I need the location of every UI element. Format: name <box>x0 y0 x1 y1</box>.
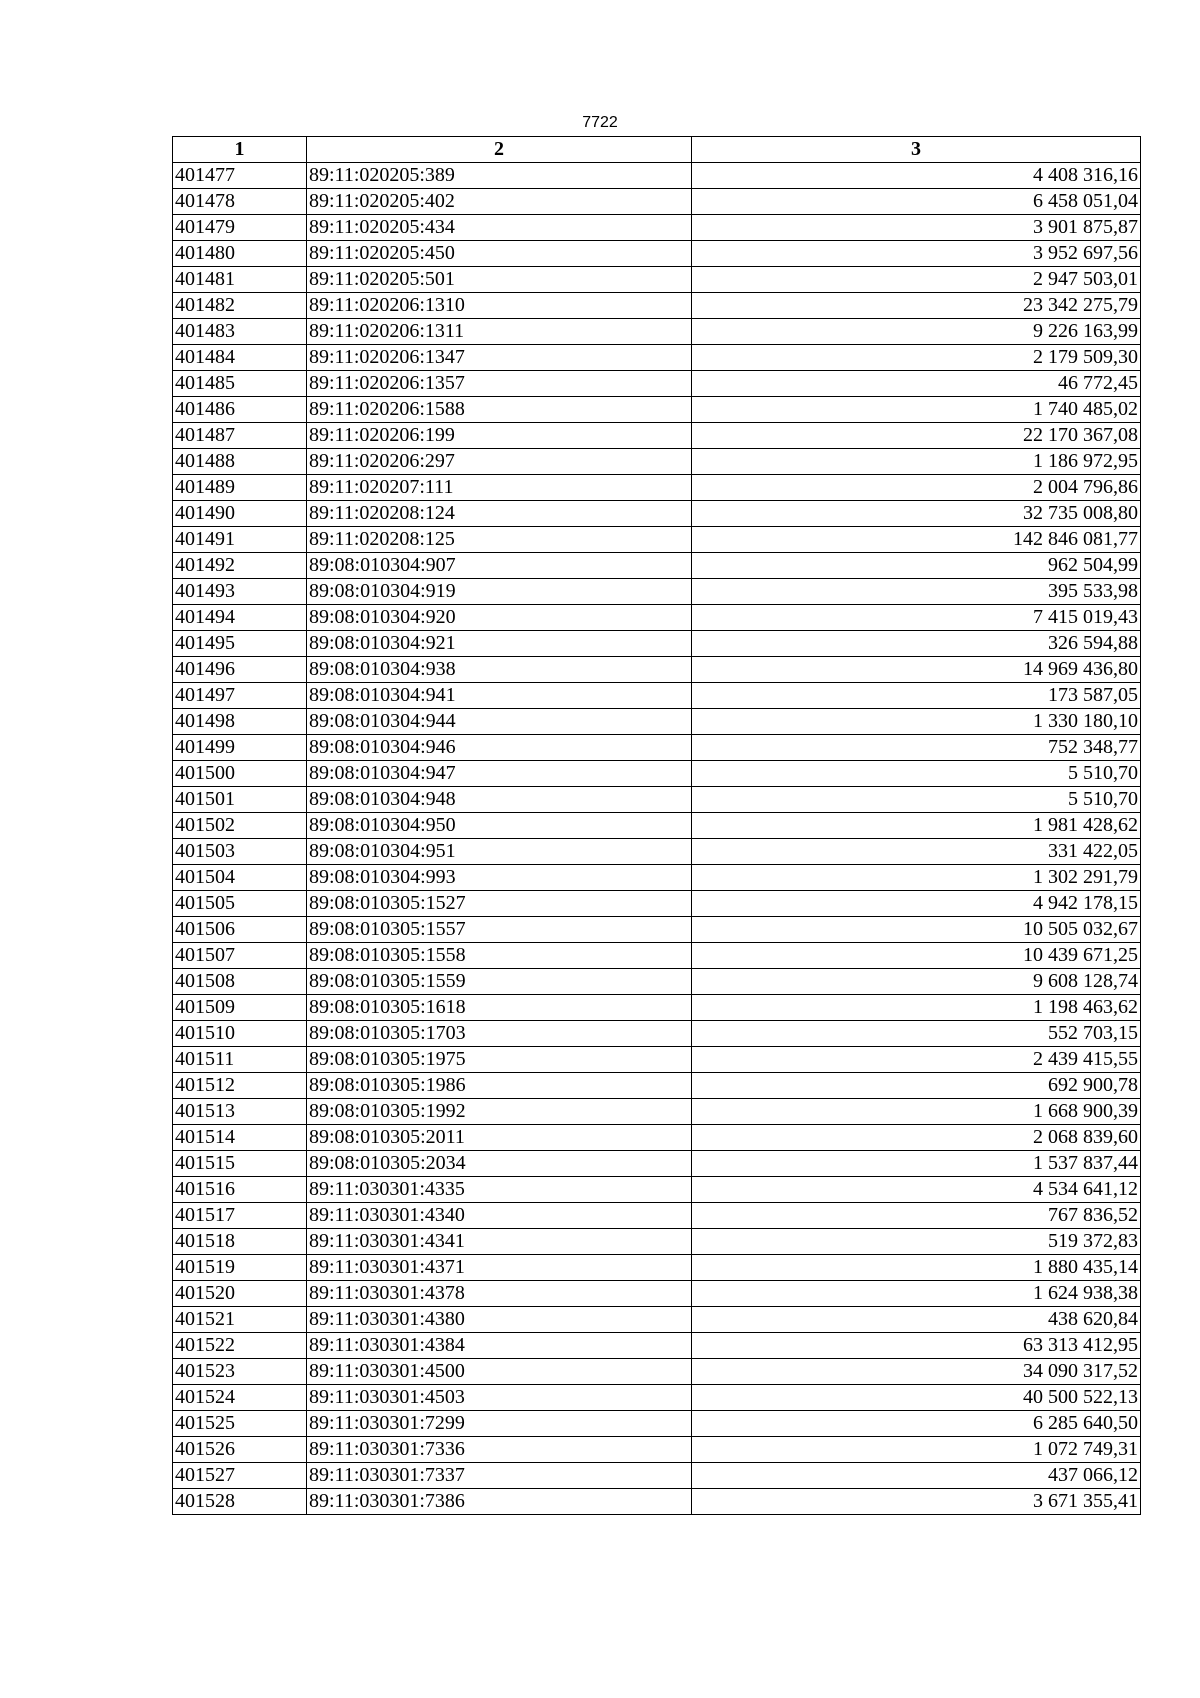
value-cell: 552 703,15 <box>692 1021 1141 1047</box>
value-cell: 1 072 749,31 <box>692 1437 1141 1463</box>
table-row <box>173 787 1141 813</box>
column-header-2: 2 <box>307 137 692 163</box>
cadastral-number-cell: 89:11:020208:125 <box>307 527 692 553</box>
cadastral-number-cell: 89:11:020206:1357 <box>307 371 692 397</box>
row-number-cell: 401504 <box>173 865 307 891</box>
cadastral-number-cell: 89:08:010304:938 <box>307 657 692 683</box>
row-number-cell: 401521 <box>173 1307 307 1333</box>
row-number-cell: 401509 <box>173 995 307 1021</box>
cadastral-number-cell: 89:11:030301:7337 <box>307 1463 692 1489</box>
table-row <box>173 631 1141 657</box>
table-row <box>173 345 1141 371</box>
row-number-cell: 401503 <box>173 839 307 865</box>
table-row <box>173 397 1141 423</box>
row-number-cell: 401522 <box>173 1333 307 1359</box>
value-cell: 767 836,52 <box>692 1203 1141 1229</box>
table-row <box>173 501 1141 527</box>
table-row <box>173 605 1141 631</box>
table-row <box>173 917 1141 943</box>
cadastral-number-cell: 89:08:010305:2034 <box>307 1151 692 1177</box>
value-cell: 63 313 412,95 <box>692 1333 1141 1359</box>
table-row <box>173 319 1141 345</box>
cadastral-number-cell: 89:11:030301:4340 <box>307 1203 692 1229</box>
table-row <box>173 1255 1141 1281</box>
table-row <box>173 1021 1141 1047</box>
row-number-cell: 401493 <box>173 579 307 605</box>
table-row <box>173 527 1141 553</box>
table-row <box>173 1437 1141 1463</box>
value-cell: 692 900,78 <box>692 1073 1141 1099</box>
value-cell: 2 439 415,55 <box>692 1047 1141 1073</box>
row-number-cell: 401525 <box>173 1411 307 1437</box>
table-row <box>173 1125 1141 1151</box>
table-row <box>173 891 1141 917</box>
row-number-cell: 401527 <box>173 1463 307 1489</box>
value-cell: 34 090 317,52 <box>692 1359 1141 1385</box>
table-row <box>173 1203 1141 1229</box>
value-cell: 326 594,88 <box>692 631 1141 657</box>
cadastral-number-cell: 89:08:010305:1703 <box>307 1021 692 1047</box>
table-row <box>173 709 1141 735</box>
value-cell: 46 772,45 <box>692 371 1141 397</box>
row-number-cell: 401479 <box>173 215 307 241</box>
row-number-cell: 401518 <box>173 1229 307 1255</box>
row-number-cell: 401516 <box>173 1177 307 1203</box>
row-number-cell: 401524 <box>173 1385 307 1411</box>
row-number-cell: 401499 <box>173 735 307 761</box>
table-row <box>173 1333 1141 1359</box>
value-cell: 40 500 522,13 <box>692 1385 1141 1411</box>
value-cell: 9 226 163,99 <box>692 319 1141 345</box>
value-cell: 5 510,70 <box>692 787 1141 813</box>
table-row <box>173 293 1141 319</box>
cadastral-number-cell: 89:11:030301:4500 <box>307 1359 692 1385</box>
value-cell: 1 740 485,02 <box>692 397 1141 423</box>
cadastral-number-cell: 89:11:030301:4335 <box>307 1177 692 1203</box>
table-row <box>173 1385 1141 1411</box>
cadastral-number-cell: 89:11:020205:501 <box>307 267 692 293</box>
row-number-cell: 401523 <box>173 1359 307 1385</box>
cadastral-number-cell: 89:08:010304:944 <box>307 709 692 735</box>
value-cell: 1 981 428,62 <box>692 813 1141 839</box>
value-cell: 1 330 180,10 <box>692 709 1141 735</box>
table-row <box>173 579 1141 605</box>
cadastral-number-cell: 89:08:010305:2011 <box>307 1125 692 1151</box>
row-number-cell: 401495 <box>173 631 307 657</box>
cadastral-number-cell: 89:11:020208:124 <box>307 501 692 527</box>
cadastral-number-cell: 89:11:020205:450 <box>307 241 692 267</box>
cadastral-number-cell: 89:11:030301:4503 <box>307 1385 692 1411</box>
table-row <box>173 1151 1141 1177</box>
page-number: 7722 <box>582 114 618 131</box>
row-number-cell: 401490 <box>173 501 307 527</box>
row-number-cell: 401508 <box>173 969 307 995</box>
value-cell: 438 620,84 <box>692 1307 1141 1333</box>
row-number-cell: 401526 <box>173 1437 307 1463</box>
row-number-cell: 401494 <box>173 605 307 631</box>
cadastral-number-cell: 89:11:030301:7386 <box>307 1489 692 1515</box>
value-cell: 1 537 837,44 <box>692 1151 1141 1177</box>
value-cell: 23 342 275,79 <box>692 293 1141 319</box>
value-cell: 1 302 291,79 <box>692 865 1141 891</box>
row-number-cell: 401528 <box>173 1489 307 1515</box>
row-number-cell: 401484 <box>173 345 307 371</box>
register-table <box>172 136 1141 1515</box>
row-number-cell: 401506 <box>173 917 307 943</box>
table-row <box>173 189 1141 215</box>
table-row <box>173 943 1141 969</box>
table-row <box>173 423 1141 449</box>
value-cell: 752 348,77 <box>692 735 1141 761</box>
value-cell: 2 004 796,86 <box>692 475 1141 501</box>
cadastral-number-cell: 89:11:020205:402 <box>307 189 692 215</box>
value-cell: 142 846 081,77 <box>692 527 1141 553</box>
table-row <box>173 839 1141 865</box>
table-row <box>173 163 1141 189</box>
row-number-cell: 401481 <box>173 267 307 293</box>
cadastral-number-cell: 89:11:020205:434 <box>307 215 692 241</box>
value-cell: 395 533,98 <box>692 579 1141 605</box>
table-row <box>173 1411 1141 1437</box>
cadastral-number-cell: 89:08:010305:1975 <box>307 1047 692 1073</box>
row-number-cell: 401514 <box>173 1125 307 1151</box>
cadastral-number-cell: 89:11:020206:1588 <box>307 397 692 423</box>
table-row <box>173 1463 1141 1489</box>
table-row <box>173 1177 1141 1203</box>
value-cell: 2 947 503,01 <box>692 267 1141 293</box>
cadastral-number-cell: 89:08:010304:920 <box>307 605 692 631</box>
row-number-cell: 401477 <box>173 163 307 189</box>
value-cell: 331 422,05 <box>692 839 1141 865</box>
table-row <box>173 735 1141 761</box>
value-cell: 22 170 367,08 <box>692 423 1141 449</box>
cadastral-number-cell: 89:08:010304:950 <box>307 813 692 839</box>
row-number-cell: 401497 <box>173 683 307 709</box>
cadastral-number-cell: 89:08:010304:919 <box>307 579 692 605</box>
cadastral-number-cell: 89:11:030301:7336 <box>307 1437 692 1463</box>
cadastral-number-cell: 89:08:010305:1527 <box>307 891 692 917</box>
table-row <box>173 761 1141 787</box>
value-cell: 6 458 051,04 <box>692 189 1141 215</box>
cadastral-number-cell: 89:08:010304:941 <box>307 683 692 709</box>
value-cell: 3 901 875,87 <box>692 215 1141 241</box>
value-cell: 7 415 019,43 <box>692 605 1141 631</box>
row-number-cell: 401496 <box>173 657 307 683</box>
value-cell: 1 198 463,62 <box>692 995 1141 1021</box>
row-number-cell: 401507 <box>173 943 307 969</box>
cadastral-number-cell: 89:11:020206:199 <box>307 423 692 449</box>
table-row <box>173 1307 1141 1333</box>
row-number-cell: 401519 <box>173 1255 307 1281</box>
cadastral-number-cell: 89:11:020205:389 <box>307 163 692 189</box>
cadastral-number-cell: 89:11:020207:111 <box>307 475 692 501</box>
table-row <box>173 865 1141 891</box>
value-cell: 4 408 316,16 <box>692 163 1141 189</box>
column-header-3: 3 <box>692 137 1141 163</box>
cadastral-number-cell: 89:11:020206:1311 <box>307 319 692 345</box>
table-row <box>173 1281 1141 1307</box>
row-number-cell: 401487 <box>173 423 307 449</box>
row-number-cell: 401515 <box>173 1151 307 1177</box>
cadastral-number-cell: 89:08:010305:1559 <box>307 969 692 995</box>
cadastral-number-cell: 89:11:020206:1347 <box>307 345 692 371</box>
row-number-cell: 401478 <box>173 189 307 215</box>
row-number-cell: 401512 <box>173 1073 307 1099</box>
value-cell: 6 285 640,50 <box>692 1411 1141 1437</box>
cadastral-number-cell: 89:11:030301:4384 <box>307 1333 692 1359</box>
cadastral-number-cell: 89:08:010304:951 <box>307 839 692 865</box>
table-row <box>173 683 1141 709</box>
value-cell: 1 186 972,95 <box>692 449 1141 475</box>
table-body <box>173 163 1141 1515</box>
cadastral-number-cell: 89:11:030301:4341 <box>307 1229 692 1255</box>
row-number-cell: 401482 <box>173 293 307 319</box>
value-cell: 9 608 128,74 <box>692 969 1141 995</box>
row-number-cell: 401498 <box>173 709 307 735</box>
row-number-cell: 401513 <box>173 1099 307 1125</box>
cadastral-number-cell: 89:08:010305:1992 <box>307 1099 692 1125</box>
row-number-cell: 401485 <box>173 371 307 397</box>
cadastral-number-cell: 89:08:010305:1986 <box>307 1073 692 1099</box>
row-number-cell: 401483 <box>173 319 307 345</box>
row-number-cell: 401501 <box>173 787 307 813</box>
row-number-cell: 401502 <box>173 813 307 839</box>
row-number-cell: 401510 <box>173 1021 307 1047</box>
table-row <box>173 371 1141 397</box>
row-number-cell: 401500 <box>173 761 307 787</box>
table-row <box>173 475 1141 501</box>
value-cell: 4 534 641,12 <box>692 1177 1141 1203</box>
value-cell: 1 624 938,38 <box>692 1281 1141 1307</box>
table-row <box>173 1073 1141 1099</box>
cadastral-number-cell: 89:08:010304:947 <box>307 761 692 787</box>
cadastral-number-cell: 89:11:030301:4380 <box>307 1307 692 1333</box>
cadastral-number-cell: 89:08:010305:1558 <box>307 943 692 969</box>
row-number-cell: 401480 <box>173 241 307 267</box>
row-number-cell: 401486 <box>173 397 307 423</box>
table-row <box>173 215 1141 241</box>
table-row <box>173 267 1141 293</box>
table-row <box>173 813 1141 839</box>
table-row <box>173 449 1141 475</box>
table-row <box>173 1099 1141 1125</box>
value-cell: 2 068 839,60 <box>692 1125 1141 1151</box>
value-cell: 173 587,05 <box>692 683 1141 709</box>
value-cell: 1 880 435,14 <box>692 1255 1141 1281</box>
cadastral-number-cell: 89:08:010304:921 <box>307 631 692 657</box>
cadastral-number-cell: 89:08:010304:948 <box>307 787 692 813</box>
table-row <box>173 969 1141 995</box>
cadastral-number-cell: 89:08:010305:1557 <box>307 917 692 943</box>
column-header-1: 1 <box>173 137 307 163</box>
table-row <box>173 1359 1141 1385</box>
value-cell: 14 969 436,80 <box>692 657 1141 683</box>
value-cell: 32 735 008,80 <box>692 501 1141 527</box>
table-row <box>173 553 1141 579</box>
table-row <box>173 995 1141 1021</box>
value-cell: 10 439 671,25 <box>692 943 1141 969</box>
cadastral-number-cell: 89:08:010304:907 <box>307 553 692 579</box>
table-row <box>173 1047 1141 1073</box>
cadastral-number-cell: 89:08:010305:1618 <box>307 995 692 1021</box>
value-cell: 3 671 355,41 <box>692 1489 1141 1515</box>
row-number-cell: 401511 <box>173 1047 307 1073</box>
value-cell: 4 942 178,15 <box>692 891 1141 917</box>
value-cell: 5 510,70 <box>692 761 1141 787</box>
value-cell: 437 066,12 <box>692 1463 1141 1489</box>
cadastral-number-cell: 89:08:010304:946 <box>307 735 692 761</box>
cadastral-number-cell: 89:08:010304:993 <box>307 865 692 891</box>
row-number-cell: 401491 <box>173 527 307 553</box>
cadastral-number-cell: 89:11:030301:4371 <box>307 1255 692 1281</box>
cadastral-number-cell: 89:11:020206:297 <box>307 449 692 475</box>
value-cell: 2 179 509,30 <box>692 345 1141 371</box>
row-number-cell: 401505 <box>173 891 307 917</box>
value-cell: 3 952 697,56 <box>692 241 1141 267</box>
row-number-cell: 401488 <box>173 449 307 475</box>
table-row <box>173 1489 1141 1515</box>
row-number-cell: 401489 <box>173 475 307 501</box>
row-number-cell: 401492 <box>173 553 307 579</box>
cadastral-number-cell: 89:11:030301:7299 <box>307 1411 692 1437</box>
value-cell: 1 668 900,39 <box>692 1099 1141 1125</box>
row-number-cell: 401517 <box>173 1203 307 1229</box>
value-cell: 519 372,83 <box>692 1229 1141 1255</box>
table-row <box>173 657 1141 683</box>
table-header-row <box>173 137 1141 163</box>
table-row <box>173 1229 1141 1255</box>
cadastral-number-cell: 89:11:030301:4378 <box>307 1281 692 1307</box>
value-cell: 10 505 032,67 <box>692 917 1141 943</box>
value-cell: 962 504,99 <box>692 553 1141 579</box>
cadastral-number-cell: 89:11:020206:1310 <box>307 293 692 319</box>
row-number-cell: 401520 <box>173 1281 307 1307</box>
table-row <box>173 241 1141 267</box>
